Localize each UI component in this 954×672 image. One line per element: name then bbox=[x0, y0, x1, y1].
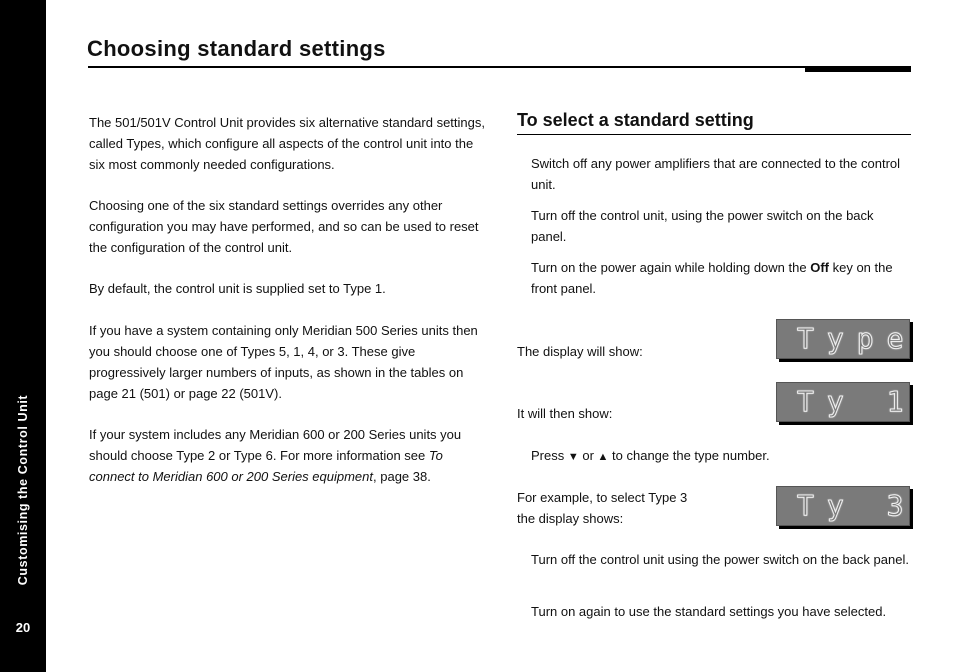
lcd-text: Ty 3 bbox=[797, 489, 917, 522]
up-arrow-icon: ▲ bbox=[597, 451, 609, 463]
step-turn-off-again: Turn off the control unit using the power switch on the back panel. bbox=[531, 552, 909, 567]
default-paragraph: By default, the control unit is supplied set to Type 1. bbox=[89, 281, 386, 296]
series-500-paragraph: If you have a system containing only Meridian 500 Series units then you should choose one of Types 5, 1, 4, or 3. These give progressively larger numbers of inputs, as shown in the tables on page 21 (501) or page 22 (501V). bbox=[89, 323, 478, 401]
lcd-text: Type bbox=[797, 322, 917, 355]
step-turn-on-again: Turn on again to use the standard settings you have selected. bbox=[531, 604, 887, 619]
lcd-display-type bbox=[776, 319, 917, 359]
page-title: Choosing standard settings bbox=[87, 36, 386, 61]
text-run: , page 38. bbox=[373, 469, 431, 484]
step-turn-off-unit: Turn off the control unit, using the power switch on the back panel. bbox=[531, 208, 874, 244]
override-paragraph: Choosing one of the six standard settings overrides any other configuration you may have performed, and so can be used to reset the configuration of the control unit. bbox=[89, 198, 479, 255]
series-600-paragraph bbox=[89, 424, 489, 487]
down-arrow-icon: ▼ bbox=[567, 451, 579, 463]
lcd-display-ty3 bbox=[776, 486, 917, 526]
step-switch-off-amps: Switch off any power amplifiers that are connected to the control unit. bbox=[531, 156, 901, 192]
text-run: key on the front panel. bbox=[531, 260, 893, 296]
text-run: Press bbox=[531, 448, 568, 463]
example-label bbox=[517, 487, 687, 529]
key-name: Off bbox=[810, 260, 829, 275]
section-subtitle: To select a standard setting bbox=[517, 110, 754, 130]
display-label: The display will show: bbox=[517, 344, 643, 359]
step-press-arrows bbox=[531, 445, 911, 468]
section-title: Customising the Control Unit bbox=[16, 394, 30, 586]
lcd-display-ty1 bbox=[776, 382, 917, 422]
text-run: If your system includes any Meridian 600 or 200 Series units you should choose Type 2 or Type 6. For more information see bbox=[89, 427, 462, 463]
text-run: the display shows: bbox=[517, 511, 624, 526]
intro-paragraph: The 501/501V Control Unit provides six alternative standard settings, called Types, which configure all aspects of the control unit into the six most commonly needed configurations. bbox=[89, 115, 485, 172]
subtitle-rule bbox=[517, 134, 911, 135]
title-rule bbox=[88, 66, 911, 68]
text-run: Turn on the power again while holding down the bbox=[531, 260, 811, 275]
cross-reference: To connect to Meridian 600 or 200 Series equipment bbox=[89, 448, 443, 484]
page-number: 20 bbox=[15, 620, 31, 635]
sidebar bbox=[0, 0, 46, 672]
title-rule-accent bbox=[805, 66, 911, 72]
text-run: to change the type number. bbox=[608, 448, 770, 463]
text-run: or bbox=[578, 448, 598, 463]
step-power-on-holding-off bbox=[531, 257, 911, 299]
text-run: For example, to select Type 3 bbox=[517, 490, 688, 505]
lcd-text: Ty 1 bbox=[797, 385, 917, 418]
then-label: It will then show: bbox=[517, 406, 613, 421]
